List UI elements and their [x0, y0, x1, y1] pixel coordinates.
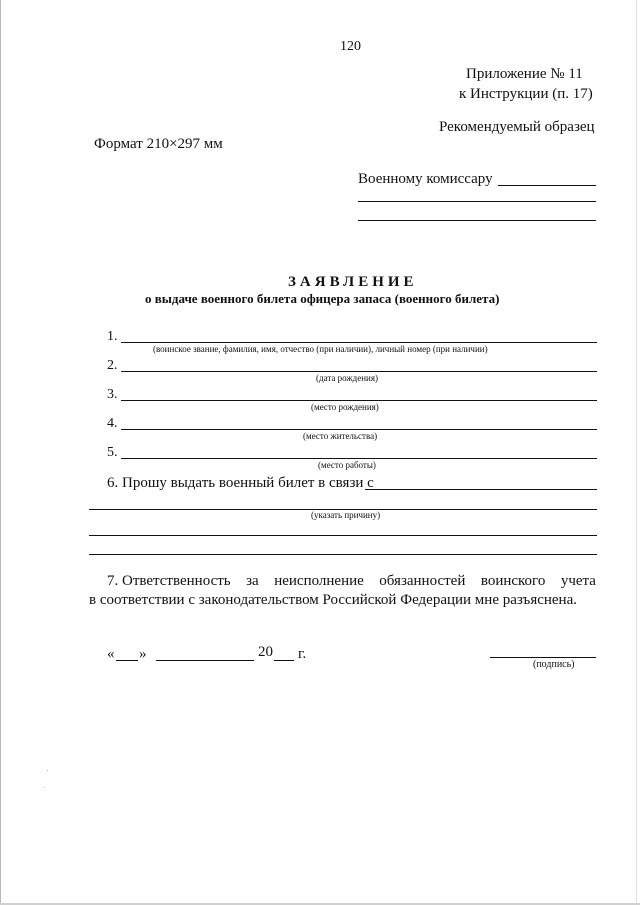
field-number: 2.	[107, 358, 118, 373]
request-line[interactable]	[89, 554, 597, 555]
field-number: 1.	[107, 329, 118, 344]
responsibility-word: воинского	[480, 573, 546, 589]
responsibility-line-2: в соответствии с законодательством Российской Федерации мне разъяснена.	[89, 592, 577, 608]
appendix-line-2: к Инструкции (п. 17)	[459, 86, 593, 102]
request-line[interactable]	[89, 535, 597, 536]
page-number: 120	[340, 39, 361, 54]
request-line[interactable]	[365, 489, 597, 490]
date-year-line[interactable]	[274, 660, 294, 661]
request-caption: (указать причину)	[311, 510, 381, 520]
date-month-line[interactable]	[156, 660, 254, 661]
field-caption: (дата рождения)	[316, 373, 378, 383]
field-number: 3.	[107, 387, 118, 402]
date-day-line[interactable]	[116, 660, 138, 661]
appendix-line-1: Приложение № 11	[466, 66, 583, 82]
addressee-line[interactable]	[358, 201, 596, 202]
field-line[interactable]	[121, 400, 597, 401]
addressee-label: Военному комиссару	[358, 171, 493, 187]
signature-caption: (подпись)	[533, 659, 575, 670]
request-text: 6. Прошу выдать военный билет в связи с	[107, 475, 374, 491]
addressee-line[interactable]	[358, 220, 596, 221]
signature-line[interactable]	[490, 657, 596, 658]
field-caption: (место жительства)	[303, 431, 378, 441]
recommended-sample: Рекомендуемый образец	[439, 119, 595, 135]
field-number: 4.	[107, 416, 118, 431]
responsibility-word: за	[246, 573, 259, 589]
date-quote-open: «	[107, 646, 115, 662]
document-subtitle: о выдаче военного билета офицера запаса (военного билета)	[145, 291, 500, 306]
scan-left-edge	[0, 0, 1, 905]
field-number: 5.	[107, 445, 118, 460]
responsibility-line-1	[107, 574, 596, 589]
field-caption: (воинское звание, фамилия, имя, отчество (при наличии), личный номер (при наличии)	[153, 344, 488, 354]
document-title: ЗАЯВЛЕНИЕ	[288, 274, 418, 290]
scan-speck	[44, 787, 45, 788]
date-year-prefix: 20	[258, 644, 273, 660]
field-caption: (место рождения)	[311, 402, 379, 412]
scan-speck	[47, 770, 48, 771]
responsibility-word: обязанностей	[379, 573, 466, 589]
format-note: Формат 210×297 мм	[94, 136, 223, 152]
field-line[interactable]	[121, 342, 597, 343]
field-line[interactable]	[121, 429, 597, 430]
responsibility-word: неисполнение	[274, 573, 364, 589]
field-line[interactable]	[121, 371, 597, 372]
date-year-suffix: г.	[298, 646, 307, 662]
responsibility-word: учета	[560, 573, 596, 589]
date-quote-close: »	[139, 646, 147, 662]
responsibility-word: 7. Ответственность	[107, 573, 231, 589]
field-line[interactable]	[121, 458, 597, 459]
addressee-line[interactable]	[498, 185, 596, 186]
scan-right-edge	[636, 0, 637, 905]
field-caption: (место работы)	[318, 460, 376, 470]
